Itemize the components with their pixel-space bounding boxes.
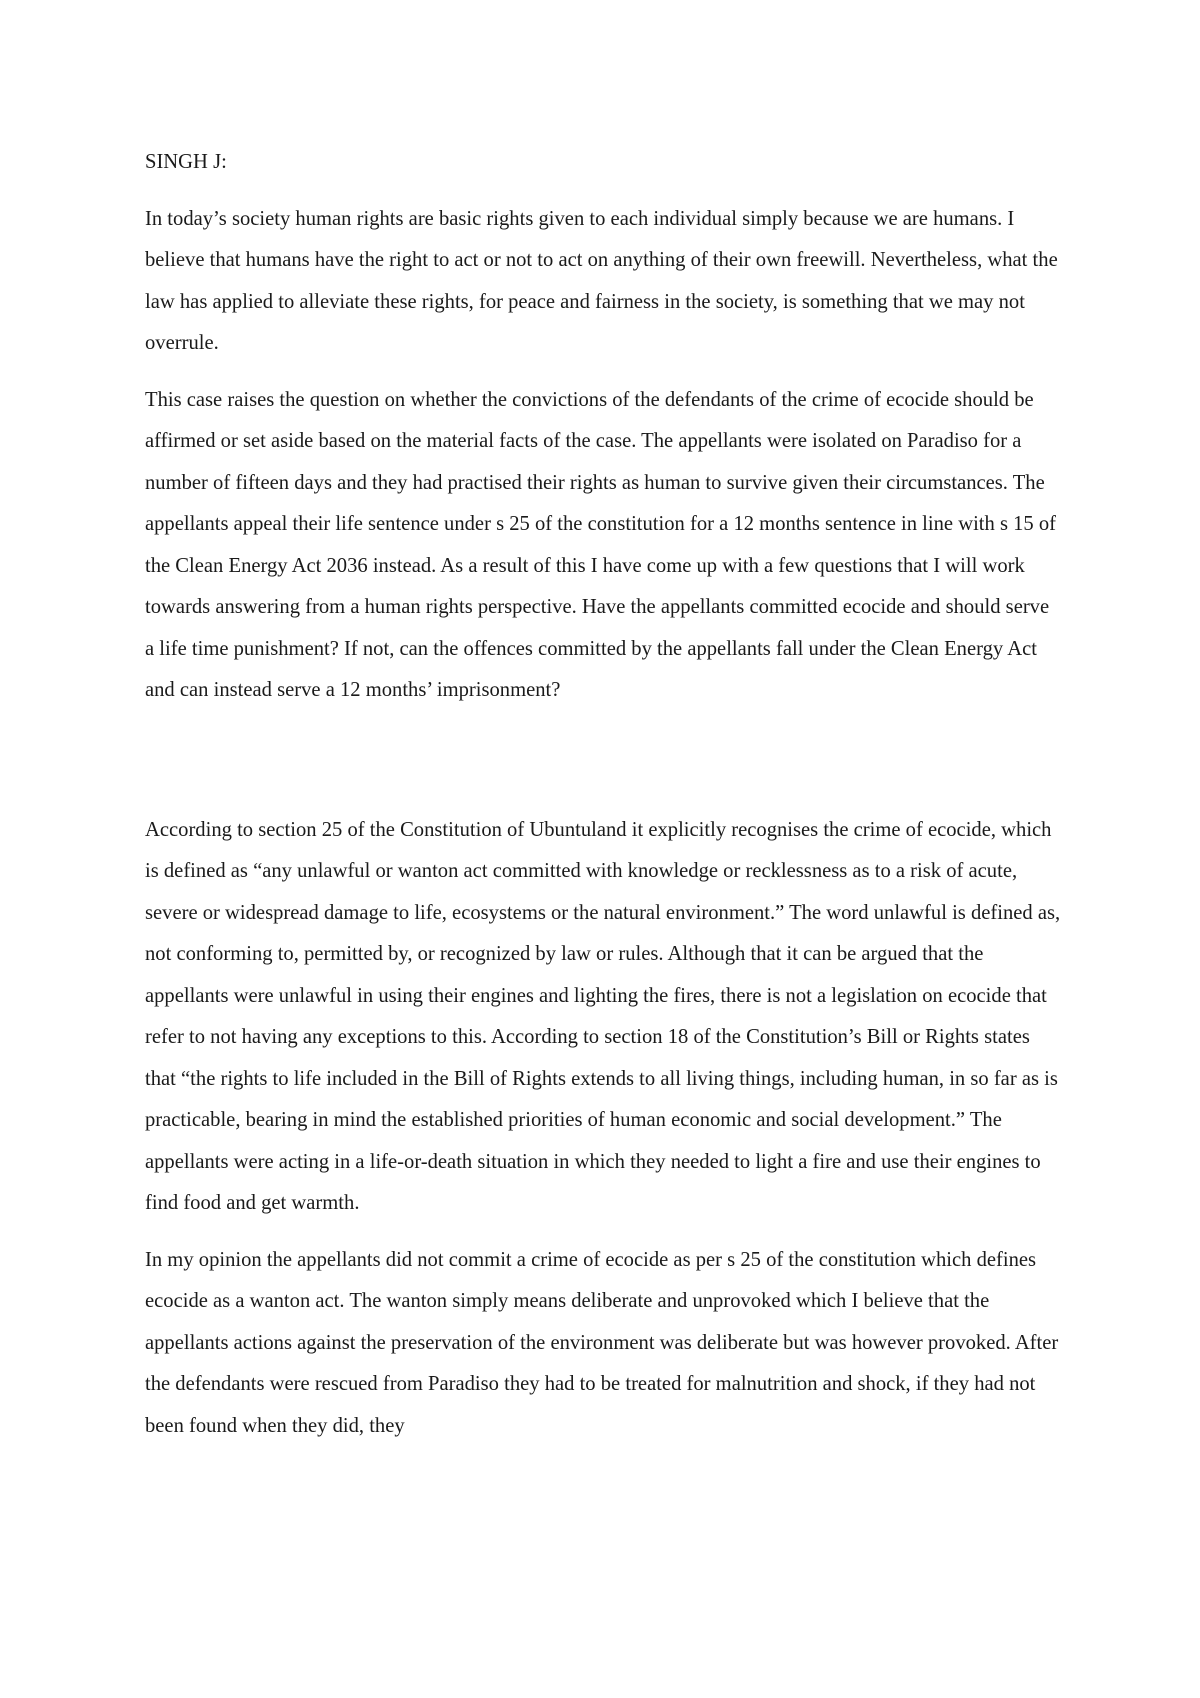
- paragraph-opinion: In my opinion the appellants did not commit a crime of ecocide as per s 25 of the constitution which defines ecocide as a wanton act. The wanton simply means deliberate and unprovoked which I believe that the appellants actions against the preservation of the environment was deliberate but was however provoked. After the defendants were rescued from Paradiso they had to be treated for malnutrition and shock, if they had not been found when they did, they: [145, 1248, 1059, 1437]
- document-body: [145, 142, 1063, 1462]
- paragraph-case-questions: This case raises the question on whether the convictions of the defendants of the crime of ecocide should be affirmed or set aside based on the material facts of the case. The appellants were isolated on Paradiso for a number of fifteen days and they had practised their rights as human to survive given their circumstances. The appellants appeal their life sentence under s 25 of the constitution for a 12 months sentence in line with s 15 of the Clean Energy Act 2036 instead. As a result of this I have come up with a few questions that I will work towards answering from a human rights perspective. Have the appellants committed ecocide and should serve a life time punishment? If not, can the offences committed by the appellants fall under the Clean Energy Act and can instead serve a 12 months’ imprisonment?: [145, 388, 1057, 701]
- paragraph-human-rights-intro: In today’s society human rights are basic rights given to each individual simply because we are humans. I believe that humans have the right to act or not to act on anything of their own freewill. Nevertheless, what the law has applied to alleviate these rights, for peace and fairness in the society, is something that we may not overrule.: [145, 207, 1058, 354]
- paragraph-section-25-analysis: According to section 25 of the Constitution of Ubuntuland it explicitly recognises the crime of ecocide, which is defined as “any unlawful or wanton act committed with knowledge or recklessness as to a risk of acute, severe or widespread damage to life, ecosystems or the natural environment.” The word unlawful is defined as, not conforming to, permitted by, or recognized by law or rules. Although that it can be argued that the appellants were unlawful in using their engines and lighting the fires, there is not a legislation on ecocide that refer to not having any exceptions to this. According to section 18 of the Constitution’s Bill or Rights states that “the rights to life included in the Bill of Rights extends to all living things, including human, in so far as is practicable, bearing in mind the established priorities of human economic and social development.” The appellants were acting in a life-or-death situation in which they needed to light a fire and use their engines to find food and get warmth.: [145, 818, 1061, 1214]
- judge-heading: SINGH J:: [145, 151, 227, 173]
